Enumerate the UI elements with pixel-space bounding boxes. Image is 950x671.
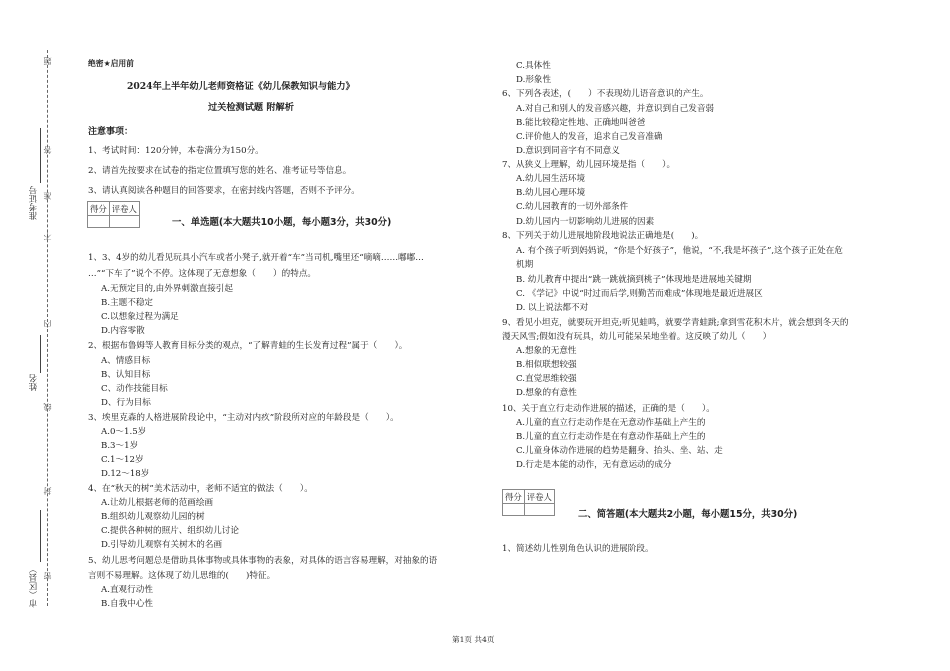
question-line: D.形象性 xyxy=(516,75,552,85)
question-line: 2、根据布鲁姆等人教育目标分类的观点，“了解青蛙的生长发育过程”属于（ ）。 xyxy=(88,341,408,351)
question-line: C.评价他人的发音，追求自己发音准确 xyxy=(516,132,663,142)
question-line: 5、幼儿思考问题总是借助具体事物或具体事物的表象，对具体的语言容易理解，对抽象的语 xyxy=(88,556,438,566)
cut-mark: 线 xyxy=(43,403,52,411)
question-line: C. 《学记》中说“时过而后学,则勤苦而难成”体现地是最近进展区 xyxy=(516,289,763,299)
question-line: B、认知目标 xyxy=(101,370,151,380)
question-line: A.0～1.5岁 xyxy=(101,427,147,437)
question-line: C.提供各种树的照片、组织幼儿讨论 xyxy=(101,526,239,536)
question-line: C.直觉思维较强 xyxy=(516,374,577,384)
question-line: 7、从狭义上理解，幼儿园环境是指（ ）。 xyxy=(502,160,676,170)
cut-mark: 答 xyxy=(43,146,52,154)
note-item: 1、考试时间：120分钟，本卷满分为150分。 xyxy=(88,146,264,156)
question-line: D.想象的有意性 xyxy=(516,388,577,398)
question-line: A.让幼儿根据老师的范画绘画 xyxy=(101,498,214,508)
score-cell[interactable] xyxy=(503,504,525,516)
cut-mark: 题 xyxy=(43,57,52,65)
question-line: B.自我中心性 xyxy=(101,599,154,609)
question-line: B.相似联想较强 xyxy=(516,360,577,370)
question-line: 漫天风雪;假如没有玩具，幼儿可能呆呆地坐着。这反映了幼儿（ ） xyxy=(502,332,772,342)
question-line: B. 幼儿教育中提出“跳一跳就摘到桃子”体现地是进展地关键期 xyxy=(516,275,752,285)
cut-line xyxy=(47,50,48,606)
question-line: 9、看见小坦克，就要玩开坦克;听见蛙鸣，就要学青蛙跳;拿到雪花积木片，就会想到冬天的 xyxy=(502,318,849,328)
question-line: B.能比较稳定性地、正确地叫爸爸 xyxy=(516,118,646,128)
question-line: A.直观行动性 xyxy=(101,585,153,595)
question-line: 3、埃里克森的人格进展阶段论中，“主动对内疚”阶段所对应的年龄段是（ ）。 xyxy=(88,413,399,423)
note-item: 3、请认真阅读各种题目的回答要求，在密封线内答题，否则不予评分。 xyxy=(88,186,360,196)
question-line: 8、下列关于幼儿进展地阶段地说法正确地是( )。 xyxy=(502,231,704,241)
notes-heading: 注意事项： xyxy=(88,127,134,137)
question-line: C.幼儿园教育的一切外部条件 xyxy=(516,202,629,212)
page-number: 第1页 共4页 xyxy=(452,635,495,644)
region-field[interactable] xyxy=(40,510,41,562)
question-line: D.幼儿园内一切影响幼儿进展的因素 xyxy=(516,217,655,227)
question-line: D.行走是本能的动作，无有意运动的成分 xyxy=(516,460,672,470)
question-line: 1、3、4岁的幼儿看见玩具小汽车或者小凳子,就开着“车”当司机,嘴里还“嘀嘀……嘟嘟… xyxy=(88,253,424,263)
cut-mark: 不 xyxy=(43,232,52,240)
page-subtitle: 过关检测试题 附解析 xyxy=(208,102,294,113)
cut-mark: 封 xyxy=(43,487,52,495)
question-line: C、动作技能目标 xyxy=(101,384,168,394)
question-line: 10、关于直立行走动作进展的描述，正确的是（ ）。 xyxy=(502,404,715,414)
grader-cell[interactable] xyxy=(109,216,139,228)
grader-header: 评卷人 xyxy=(109,202,139,216)
name-field[interactable] xyxy=(40,335,41,373)
question-line: B.组织幼儿观察幼儿园的树 xyxy=(101,512,205,522)
region-label: 市（区县） xyxy=(29,565,39,608)
page-title: 2024年上半年幼儿老师资格证《幼儿保教知识与能力》 xyxy=(127,81,355,92)
score-header: 得分 xyxy=(503,490,525,504)
cut-mark: 密 xyxy=(43,572,52,580)
question-line: C.1～12岁 xyxy=(101,455,144,465)
question-line: D.内容零散 xyxy=(101,326,145,336)
question-line: 6、下列各表述，( ）不表现幼儿语音意识的产生。 xyxy=(502,89,709,99)
short-answer-question: 1、简述幼儿性别角色认识的进展阶段。 xyxy=(502,544,654,554)
section2-title: 二、简答题(本大题共2小题，每小题15分，共30分) xyxy=(578,509,798,520)
score-box xyxy=(502,489,555,516)
score-header: 得分 xyxy=(88,202,110,216)
question-line: D.12～18岁 xyxy=(101,469,150,479)
question-line: …”“下车了”说个不停。这体现了无意想象（ ）的特点。 xyxy=(88,269,317,279)
question-line: B.儿童的直立行走动作是在有意动作基础上产生的 xyxy=(516,432,706,442)
question-line: A.对自己和别人的发音感兴趣，并意识到自己发音弱 xyxy=(516,104,715,114)
cut-mark: 准 xyxy=(43,192,52,200)
question-line: D. 以上说法都不对 xyxy=(516,303,589,313)
score-box xyxy=(87,201,140,228)
question-line: D.引导幼儿观察有关树木的名画 xyxy=(101,540,223,550)
question-line: C.具体性 xyxy=(516,61,551,71)
question-line: A.幼儿园生活环境 xyxy=(516,174,586,184)
question-line: A、情感目标 xyxy=(101,356,151,366)
question-line: A. 有个孩子听到妈妈说，“你是个好孩子”，他说，“不,我是坏孩子”,这个孩子正处在危 xyxy=(516,246,843,256)
question-line: C.儿童身体动作进展的趋势是翻身、抬头、坐、站、走 xyxy=(516,446,723,456)
grader-cell[interactable] xyxy=(524,504,554,516)
question-line: B.主题不稳定 xyxy=(101,298,154,308)
question-line: B.幼儿园心理环境 xyxy=(516,188,586,198)
question-line: A.儿童的直立行走动作是在无意动作基础上产生的 xyxy=(516,418,706,428)
secret-mark: 绝密★启用前 xyxy=(88,59,134,68)
question-line: D、行为目标 xyxy=(101,398,151,408)
cut-mark: 内 xyxy=(43,320,52,328)
ticket-number-label: 准考证号 xyxy=(29,186,39,220)
name-label: 姓名 xyxy=(29,374,39,391)
question-line: A.无预定目的,由外界刺激直接引起 xyxy=(101,284,233,294)
question-line: 言则不易理解。这体现了幼儿思维的( )特征。 xyxy=(88,571,276,581)
section1-title: 一、单选题(本大题共10小题，每小题3分，共30分) xyxy=(172,217,392,228)
question-line: 4、在“秋天的树”美术活动中，老师不适宜的做法（ ）。 xyxy=(88,484,313,494)
question-line: D.意识到同音字有不同意义 xyxy=(516,146,620,156)
note-item: 2、请首先按要求在试卷的指定位置填写您的姓名、准考证号等信息。 xyxy=(88,166,352,176)
question-line: A.想象的无意性 xyxy=(516,346,577,356)
question-line: B.3～1岁 xyxy=(101,441,139,451)
ticket-number-field[interactable] xyxy=(40,128,41,183)
grader-header: 评卷人 xyxy=(524,490,554,504)
question-line: 机期 xyxy=(516,260,534,270)
score-cell[interactable] xyxy=(88,216,110,228)
question-line: C.以想象过程为满足 xyxy=(101,312,179,322)
